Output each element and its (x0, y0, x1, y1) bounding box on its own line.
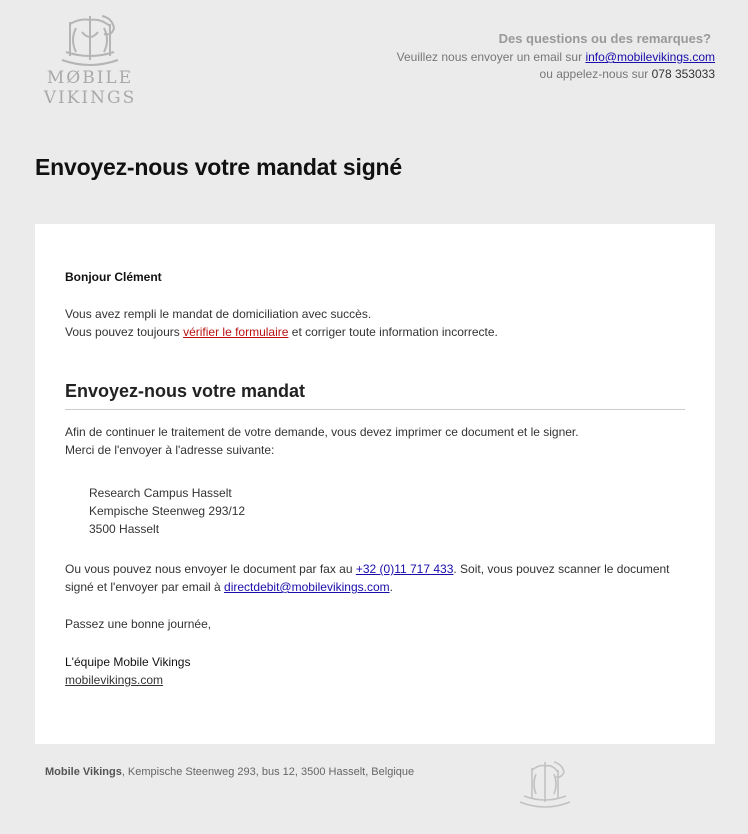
footer-company: Mobile Vikings (45, 766, 122, 778)
postal-address (89, 484, 685, 538)
intro-line-2 (65, 323, 685, 341)
instruction-line-1: Afin de continuer le traitement de votre demande, vous devez imprimer ce document et le signer. (65, 425, 579, 439)
email-header (0, 0, 748, 120)
logo-wordmark-line2: VIKINGS (43, 88, 137, 108)
address-line: 3500 Hasselt (89, 522, 160, 536)
contact-phone-prefix: ou appelez-nous sur (539, 67, 652, 81)
fax-suffix: . (389, 580, 393, 594)
intro-line-2-suffix: et corriger toute information incorrecte. (288, 325, 498, 339)
website-link-line (65, 671, 685, 689)
fax-middle: . Soit, vous pouvez scanner le document signé et l'envoyer par email à (65, 562, 670, 594)
contact-email-link[interactable]: info@mobilevikings.com (585, 50, 715, 64)
email-body-card (35, 224, 715, 744)
greeting: Bonjour Clément (65, 270, 162, 284)
fax-prefix: Ou vous pouvez nous envoyer le document par fax au (65, 562, 356, 576)
directdebit-email-link[interactable]: directdebit@mobilevikings.com (224, 580, 390, 594)
contact-block (397, 30, 715, 83)
email-body-content (65, 268, 685, 689)
intro-line-1: Vous avez rempli le mandat de domiciliation avec succès. (65, 307, 372, 321)
address-line: Research Campus Hasselt (89, 486, 232, 500)
section-title: Envoyez-nous votre mandat (65, 382, 685, 410)
website-link[interactable]: mobilevikings.com (65, 673, 164, 687)
contact-email-prefix: Veuillez nous envoyer un email sur (396, 50, 586, 64)
logo-wordmark-line1: MØBILE (46, 68, 134, 88)
signature: L'équipe Mobile Vikings (65, 655, 191, 669)
footer-text (45, 766, 414, 778)
instructions (65, 423, 685, 459)
viking-ship-footer-icon (510, 752, 580, 822)
instruction-line-2: Merci de l'envoyer à l'adresse suivante: (65, 443, 275, 457)
contact-phone-line (397, 66, 715, 83)
intro-line-2-prefix: Vous pouvez toujours (65, 325, 184, 339)
contact-question: Des questions ou des remarques? (498, 31, 711, 46)
verify-form-link[interactable]: vérifier le formulaire (183, 325, 289, 339)
page-title: Envoyez-nous votre mandat signé (35, 154, 402, 180)
fax-paragraph (65, 560, 685, 596)
contact-phone-number: 078 353033 (651, 67, 715, 81)
contact-email-line (397, 49, 715, 66)
address-line: Kempische Steenweg 293/12 (89, 504, 246, 518)
fax-number-link[interactable]: +32 (0)11 717 433 (355, 562, 454, 576)
closing: Passez une bonne journée, (65, 617, 212, 631)
footer-address: , Kempische Steenweg 293, bus 12, 3500 Hasselt, Belgique (121, 766, 415, 778)
